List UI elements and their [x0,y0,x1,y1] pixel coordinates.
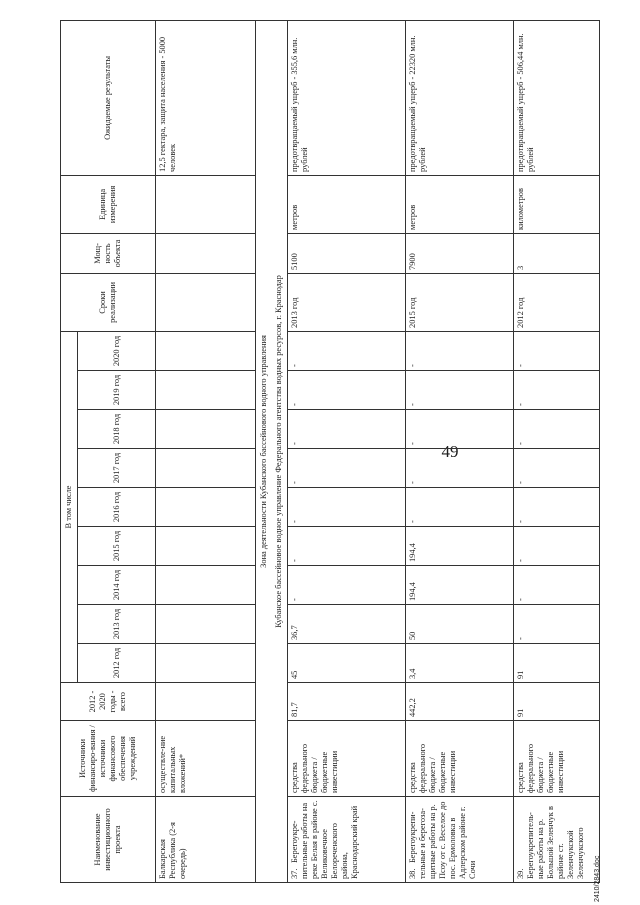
row-source: средства федерального бюджета / бюджетные инвестиции [406,721,514,797]
row-period: 2012 год [514,273,600,331]
row-year-value: - [514,371,600,410]
page-number: 49 [441,442,459,461]
investment-table [60,21,626,883]
row-year-value: 194,4 [406,566,514,605]
row-result: предотвращаемый ущерб - 22320 млн. рублей [406,20,514,175]
row-capacity: 5100 [288,233,406,273]
row-name: Берегоукрепитель-ные работы на р. Большой Зеленчук в районе ст. Зеленчукской Зеленчукского [526,806,585,879]
header-sources: Источники финансиро-вания / источники финансового обеспечения учреждений [61,721,156,797]
row-year-value: 194,4 [406,527,514,566]
prev-row-result: 12,5 гектара, защита населения - 5000 человек [156,20,256,175]
row-year-value: - [514,449,600,488]
row-number: 38. [408,868,417,879]
row-year-value: - [406,410,514,449]
row-year-value: - [288,331,406,370]
row-name: Берегоукрепи-тельные и берегоза-щитные работы на р. Псоу от с. Веселое до пос. Ермоловка в Адлерском районе г. Сочи [408,801,477,879]
row-year-value: - [288,566,406,605]
table-row [156,20,256,882]
table-row [406,20,514,882]
document-footer: 2410/2843.doc [594,855,601,902]
row-year-value: - [514,410,600,449]
row-unit: метров [288,175,406,233]
row-total: 81,7 [288,683,406,721]
row-year-value: 36,7 [288,605,406,644]
header-year: 2018 год [78,410,156,449]
row-year-value: - [288,527,406,566]
row-year-value: - [514,605,600,644]
row-unit: километров [514,175,600,233]
row-year-value: - [514,488,600,527]
header-total: 2012 - 2020 годы - всего [61,683,156,721]
row-year-value: - [514,527,600,566]
row-year-value: - [406,371,514,410]
row-year-value: - [406,449,514,488]
row-result: предотвращаемый ущерб - 355,6 млн. рублей [288,20,406,175]
header-period: Сроки реализации [61,273,156,331]
row-year-value: 91 [514,644,600,683]
row-capacity: 7900 [406,233,514,273]
row-source: средства федерального бюджета / бюджетные инвестиции [288,721,406,797]
row-year-value: - [288,410,406,449]
row-year-value: 3,4 [406,644,514,683]
row-year-value: - [406,331,514,370]
header-year: 2020 год [78,331,156,370]
header-year: 2015 год [78,527,156,566]
row-name: Берегоукре-пительные работы на реке Белая в районе с. Великовечное Белореченского района, Краснодарский край [290,800,359,879]
header-year: 2012 год [78,644,156,683]
header-year: 2014 год [78,566,156,605]
header-year: 2019 год [78,371,156,410]
table-row [514,20,600,882]
row-total: 91 [514,683,600,721]
row-year-value: - [288,449,406,488]
row-unit: метров [406,175,514,233]
row-year-value: - [288,488,406,527]
row-capacity: 3 [514,233,600,273]
row-year-value: - [288,371,406,410]
header-name: Наименование инвестиционного проекта [61,797,156,883]
zone-title: Зона деятельности Кубанского бассейнового водного управления [259,335,268,568]
row-number: 37. [290,868,299,879]
row-year-value: - [406,488,514,527]
row-number: 39. [516,868,525,879]
row-year-value: - [514,331,600,370]
header-year: 2017 год [78,449,156,488]
header-year: 2013 год [78,605,156,644]
header-capacity: Мощ-ность объекта [61,233,156,273]
header-including: В том числе [61,331,78,682]
row-period: 2015 год [406,273,514,331]
header-result: Ожидаемые результаты [61,20,156,175]
row-year-value: 45 [288,644,406,683]
row-total: 442,2 [406,683,514,721]
prev-row-name: Балкарская Республика (2-я очередь) [156,797,256,883]
row-period: 2013 год [288,273,406,331]
row-source: средства федерального бюджета / бюджетные инвестиции [514,721,600,797]
header-unit: Единица измерения [61,175,156,233]
row-year-value: 50 [406,605,514,644]
row-result: предотвращаемый ущерб - 506,44 млн. рублей [514,20,600,175]
prev-row-source: осуществле-ние капитальных вложений* [156,721,256,797]
header-year: 2016 год [78,488,156,527]
row-year-value: - [514,566,600,605]
zone-subtitle: Кубанское бассейновое водное управление Федерального агентства водных ресурсов, г. Краснодар [274,275,283,628]
table-row [288,20,406,882]
